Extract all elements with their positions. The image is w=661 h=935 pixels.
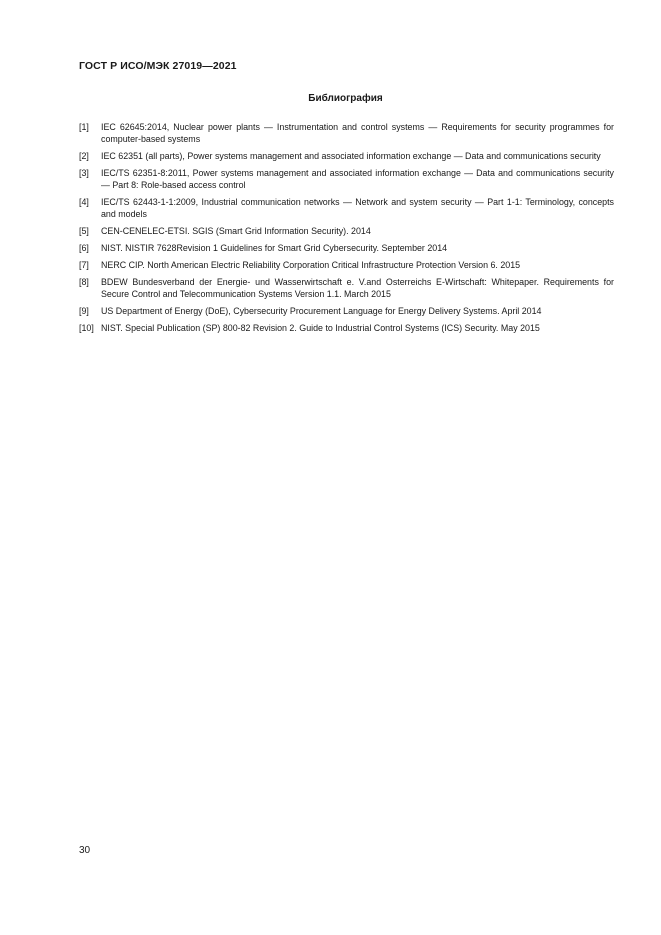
entry-number: [2]: [79, 151, 89, 161]
entry-text: NIST. NISTIR 7628Revision 1 Guidelines for Smart Grid Cybersecurity. September 2014: [101, 243, 448, 253]
bibliography-entry: [79, 225, 614, 237]
bibliography-entry: [79, 196, 614, 220]
entry-text: IEC 62645:2014, Nuclear power plants — Instrumentation and control systems — Requirements for security programmes for computer-based systems: [101, 122, 614, 144]
entry-text: CEN-CENELEC-ETSI. SGIS (Smart Grid Information Security). 2014: [101, 226, 371, 236]
entry-number: [1]: [79, 122, 89, 132]
bibliography-entry: [79, 305, 614, 317]
entry-number: [6]: [79, 243, 89, 253]
bibliography-entry: [79, 259, 614, 271]
entry-text: BDEW Bundesverband der Energie- und Wasserwirtschaft e. V.and Osterreichs E-Wirtschaft: Whitepaper. Requirements for Secure Control and Telecommunication Systems Version 1.1. March 2015: [101, 277, 614, 299]
entry-text: IEC/TS 62351-8:2011, Power systems management and associated information exchange — Data and communications security — Part 8: Role-based access control: [101, 168, 614, 190]
bibliography-entry: [79, 276, 614, 300]
bibliography-entry: [79, 150, 614, 162]
bibliography-entry: [79, 167, 614, 191]
bibliography-list: [79, 121, 614, 339]
entry-text: US Department of Energy (DoE), Cybersecurity Procurement Language for Energy Delivery Systems. April 2014: [101, 306, 542, 316]
entry-number: [5]: [79, 226, 89, 236]
entry-text: IEC/TS 62443-1-1:2009, Industrial communication networks — Network and system security — Part 1-1: Terminology, concepts and models: [101, 197, 614, 219]
bibliography-title: Библиография: [308, 93, 383, 104]
entry-number: [7]: [79, 260, 89, 270]
bibliography-entry: [79, 322, 614, 334]
bibliography-entry: [79, 121, 614, 145]
entry-text: NIST. Special Publication (SP) 800-82 Revision 2. Guide to Industrial Control Systems (ICS) Security. May 2015: [101, 323, 540, 333]
entry-number: [4]: [79, 197, 89, 207]
entry-number: [3]: [79, 168, 89, 178]
entry-number: [9]: [79, 306, 89, 316]
bibliography-entry: [79, 242, 614, 254]
page-number: 30: [79, 845, 91, 856]
entry-number: [10]: [79, 323, 94, 333]
document-code-header: ГОСТ Р ИСО/МЭК 27019—2021: [79, 60, 237, 72]
entry-text: IEC 62351 (all parts), Power systems management and associated information exchange — Data and communications security: [101, 151, 601, 161]
entry-number: [8]: [79, 277, 89, 287]
entry-text: NERC CIP. North American Electric Reliability Corporation Critical Infrastructure Protection Version 6. 2015: [101, 260, 521, 270]
